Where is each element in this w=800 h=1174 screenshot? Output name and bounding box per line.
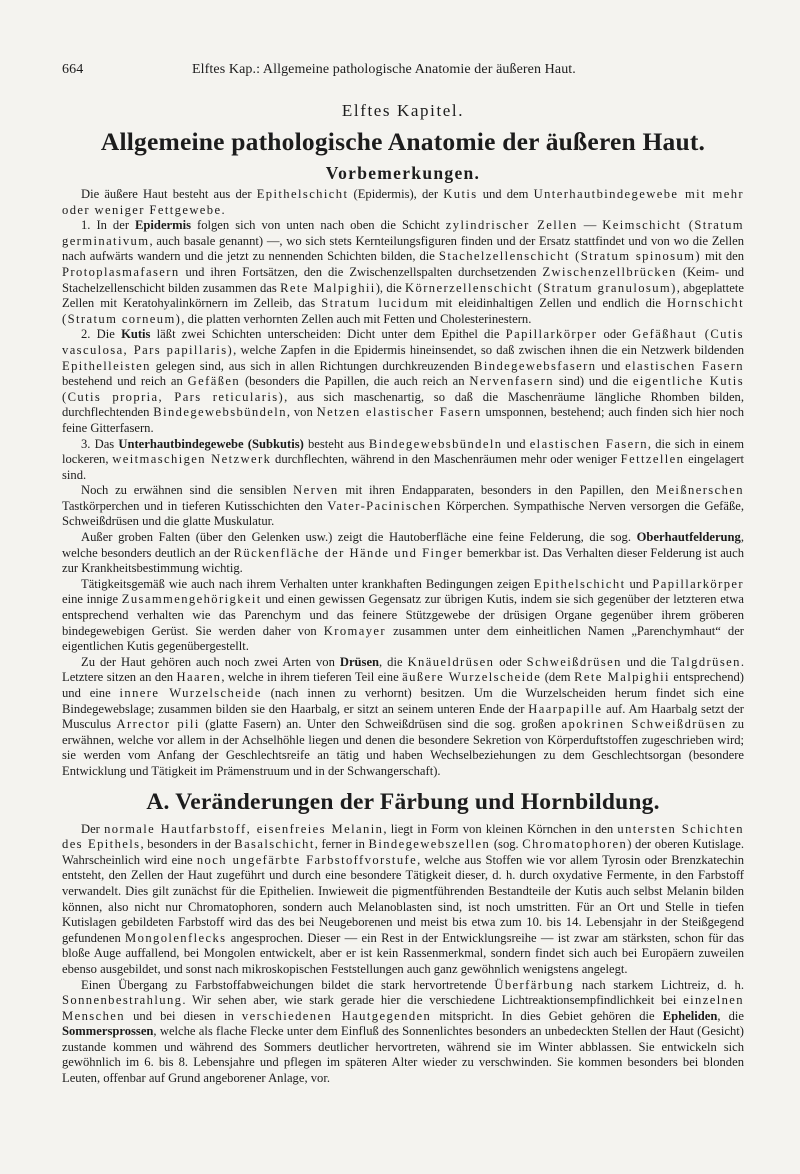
- text-run: . Letztere sitzen an den: [62, 654, 744, 685]
- text-run: sind) und die: [554, 374, 633, 389]
- text-run: entsprechend) und eine: [62, 670, 744, 700]
- bold-term: Epheliden: [662, 1008, 718, 1023]
- section-a-body: [62, 822, 744, 1087]
- text-run: zusammen unter dem einheitlichen Namen „Parenchymhaut“ der eigentlichen Kutis gegenübergestellt.: [62, 623, 744, 654]
- running-header: [62, 0, 744, 78]
- section-a-title: A. Veränderungen der Färbung und Hornbildung.: [146, 788, 660, 815]
- spaced-term: Rete Malpighii: [280, 280, 376, 295]
- text-run: —: [577, 218, 603, 233]
- text-run: mit den: [700, 249, 744, 264]
- spaced-term: Mongolenflecks: [125, 930, 227, 945]
- spaced-term: Haarpapille: [528, 701, 603, 716]
- paragraph: [62, 483, 744, 530]
- text-run: (dem: [541, 670, 575, 685]
- text-run: . Wir sehen aber, wie stark gerade hier die verschiedene Lichtreaktionsempfindlichkeit bei: [182, 993, 684, 1008]
- text-run: bestehend und reich an: [62, 374, 188, 389]
- spaced-term: noch ungefärbte Farbstoffvorstufe: [196, 852, 418, 867]
- text-run: zu erwähnen, welche vor allem in der Achselhöhle liegen und denen die besondere Sekretion von Körperduftstoffen zugeschrieben wird; sie werden vom Anfang der Geschlechtsreife an tätig und haben Wechselbeziehungen zu dem Geschlechtsorgan (besondere Entwicklung und Tätigkeit im Prämenstruum und in der Schwangerschaft).: [62, 717, 745, 778]
- spaced-term: Netzen elastischer Fasern: [316, 405, 482, 420]
- paragraph: [62, 822, 744, 978]
- text-run: , abgeplattete Zellen mit Keratohyalinkörnern im Zelleib, das: [62, 280, 744, 311]
- text-run: bemerkbar ist. Das Verhalten dieser Felderung ist auch zur Krankheitsbestimmung wichtig.: [62, 545, 744, 576]
- text-run: , welche als flache Flecke unter dem Einfluß des Sonnenlichtes besonders an unbedeckten Stellen der Haut (Gesicht) zustande kommen und während des Sommers deutlicher hervortreten, während sie im Winter abblassen. Sie entwickeln sich gewöhnlich im 6. bis 8. Lebensjahre und pflegen im späteren Alter wieder zu verschwinden. Sie kommen besonders bei blonden Leuten, offenbar auf Grund angeborener Anlage, vor.: [62, 1024, 744, 1086]
- text-run: , die platten verhornten Zellen auch mit Fetten und Cholesterinestern.: [181, 311, 532, 326]
- text-run: nach starkem Lichtreiz, d. h.: [574, 977, 744, 992]
- text-run: , welche aus Stoffen wie vor allem Tyrosin oder Brenzkatechin entsteht, den Zellen der Haut zugeführt und durch eine besondere Tätigkeit dieser, d. h. durch oxydative Fermente, in den Farbstoff verwandelt. Dies gilt zunächst für die Epithelien. Inwieweit die pigmentführenden Bestandteile der Kutis auch selbst Melanin bilden können, also nicht nur Chromatophoren, sondern auch Melanoblasten sind, ist noch umstritten. Für an Ort und Stelle in tiefen Kutislagen gebildeten Farbstoff wird das des bei Neugeborenen und meist bis etwa zum 10. bis 14. Lebensjahr in der Steißgegend gefundenen: [62, 852, 744, 945]
- text-run: mit eleidinhaltigen Zellen und endlich die: [429, 296, 668, 311]
- text-run: mitspricht. In dies Gebiet gehören die: [431, 1008, 663, 1023]
- spaced-term: Hornschicht (Stratum corneum): [62, 296, 745, 326]
- spaced-term: Gefäßen: [187, 374, 241, 389]
- text-run: angesprochen. Dieser — ein Rest in der Entwicklungsreihe — ist zwar am stärksten, schon für das bloße Auge auffallend, bei Mongolen entwickelt, aber er ist kein Rassenmerkmal, sondern findet sich auch bei Europäern zuweilen ebenso ausgebildet, und sonst nach mikroskopischen Feststellungen auch ganz gewöhnlich wenigstens angelegt.: [62, 930, 744, 976]
- paragraph: [62, 577, 744, 655]
- paragraph: [62, 437, 744, 484]
- spaced-term: normale Hautfarbstoff, eisenfreies Melanin: [104, 821, 384, 836]
- spaced-term: Papillarkörper: [505, 327, 598, 342]
- text-run: und ihren Fortsätzen, den die Zwischenzellspalten durchsetzenden: [179, 264, 543, 279]
- spaced-term: Bindegewebsfasern: [474, 358, 597, 373]
- text-run: und: [625, 576, 653, 591]
- text-run: , auch basale genannt) —, wo sich stets Kernteilungsfiguren finden und der Ersatz stattfindet und von wo die Zellen nach aufwärts wandern und die jetzt zu nennenden Schichten bilden, die: [62, 233, 744, 264]
- text-run: Noch zu erwähnen sind die sensiblen: [81, 483, 294, 498]
- spaced-term: einzelnen Menschen: [62, 993, 744, 1023]
- text-run: umsponnen, bestehend; auch finden sich hier noch feine Gitterfasern.: [62, 405, 744, 435]
- spaced-term: Überfärbung: [494, 977, 575, 992]
- text-run: , besonders in der: [140, 837, 235, 852]
- text-run: ) der oberen Kutislage. Wahrscheinlich wird eine: [62, 837, 745, 867]
- text-run: Körperchen. Sympathische Nerven versorgen die Gefäße, Schweißdrüsen und die glatte Muskulatur.: [62, 498, 744, 529]
- text-run: oder: [494, 654, 527, 669]
- bold-term: Drüsen: [339, 654, 380, 669]
- spaced-term: Meißnerschen: [655, 483, 744, 498]
- spaced-term: elastischen Fasern: [529, 436, 648, 451]
- text-run: (glatte Fasern) an. Unter den Schweißdrüsen sind die sog. großen: [199, 717, 562, 732]
- spaced-term: Arrector pili: [116, 717, 200, 732]
- running-title: Elftes Kap.: Allgemeine pathologische Anatomie der äußeren Haut.: [192, 62, 576, 77]
- text-run: gelegen sind, aus sich in allen Richtungen durchkreuzenden: [150, 358, 475, 373]
- bold-term: Epidermis: [135, 218, 192, 233]
- text-run: folgen sich von unten nach oben die Schicht: [191, 218, 446, 233]
- spaced-term: Körnerzellenschicht (Stratum granulosum): [405, 280, 677, 295]
- spaced-term: Papillarkörper: [652, 576, 744, 591]
- paragraph: [62, 655, 744, 780]
- spaced-term: Knäueldrüsen: [407, 654, 495, 669]
- spaced-term: verschiedenen Hautgegenden: [241, 1008, 432, 1023]
- text-run: und: [502, 436, 530, 451]
- text-run: besteht aus: [303, 436, 369, 451]
- spaced-term: Nerven: [293, 483, 339, 498]
- text-run: , die: [379, 654, 408, 669]
- text-run: eine innige: [62, 592, 122, 607]
- text-run: , welche besonders deutlich an der: [62, 530, 744, 560]
- spaced-term: apokrinen Schweißdrüsen: [561, 717, 727, 732]
- spaced-term: Haaren: [176, 670, 222, 685]
- spaced-term: Bindegewebsbündeln: [368, 436, 503, 451]
- spaced-term: zylindrischer Zellen: [445, 218, 578, 233]
- text-run: , die: [717, 1008, 745, 1023]
- spaced-term: Rückenfläche der Hände und Finger: [233, 545, 464, 560]
- text-run: , aus sich maschenartig, so daß die Maschenräume längliche Rhomben bilden, durchflechtenden: [62, 389, 744, 420]
- text-run: durchflechten, während in den Maschenräumen mehr oder weniger: [271, 452, 621, 467]
- bold-term: Oberhautfelderung: [636, 530, 741, 545]
- text-run: 2. Die: [81, 327, 122, 342]
- text-run: 3. Das: [81, 436, 119, 451]
- spaced-term: Epithelschicht: [256, 187, 349, 201]
- spaced-term: Vater-Pacinischen: [327, 498, 442, 513]
- text-run: (besonders die Papillen, die auch reich an: [240, 374, 470, 389]
- text-run: , liegt in Form von kleinen Körnchen in den: [383, 821, 618, 836]
- spaced-term: Bindegewebszellen: [368, 837, 491, 852]
- text-run: (sog.: [490, 837, 523, 852]
- spaced-term: elastischen Fasern: [625, 358, 744, 373]
- intro-body: [62, 187, 744, 780]
- spaced-term: Zwischenzellbrücken: [542, 264, 677, 279]
- spaced-term: Zusammengehörigkeit: [121, 592, 262, 607]
- paragraph: [62, 530, 744, 577]
- text-run: Tätigkeitsgemäß wie auch nach ihrem Verhalten unter krankhaften Bedingungen zeigen: [81, 576, 534, 591]
- bold-term: Unterhautbindegewebe (Subkutis): [118, 436, 304, 451]
- text-run: , von: [286, 405, 317, 420]
- chapter-label: Elftes Kapitel.: [341, 101, 465, 120]
- text-run: , ferner in: [314, 837, 369, 852]
- text-run: und dem: [477, 187, 534, 201]
- text-run: läßt zwei Schichten unterscheiden: Dicht unter dem Epithel die: [150, 327, 506, 342]
- spaced-term: Unterhautbindegewebe mit mehr oder weniger Fettgewebe: [62, 187, 744, 217]
- page-number: 664: [62, 62, 84, 77]
- section-title-preliminary-remarks: Vorbemerkungen.: [325, 163, 481, 183]
- chapter-title: Allgemeine pathologische Anatomie der äußeren Haut.: [100, 127, 706, 156]
- spaced-term: Talgdrüsen: [671, 654, 741, 669]
- spaced-term: äußere Wurzelscheide: [402, 670, 542, 685]
- spaced-term: Gefäßhaut (Cutis vasculosa, Pars papillaris): [62, 327, 744, 357]
- spaced-term: weitmaschigen Netzwerk: [112, 452, 272, 467]
- text-run: Zu der Haut gehören auch noch zwei Arten von: [81, 654, 340, 669]
- spaced-term: Epithelleisten: [62, 358, 151, 373]
- spaced-term: Protoplasmafasern: [62, 264, 180, 279]
- spaced-term: Stachelzellenschicht (Stratum spinosum): [438, 249, 701, 264]
- text-run: und bei diesen in: [124, 1008, 242, 1023]
- spaced-term: Nervenfasern: [469, 374, 555, 389]
- text-run: (nach innen zu verhornt) besitzen. Um die Wurzelscheiden herum findet sich eine Bindegewebslage; zusammen bilden sie den Haarbalg, er sitzt an seinem unteren Ende der: [62, 686, 744, 716]
- text-run: 1. In der: [81, 218, 136, 233]
- text-run: oder: [597, 327, 633, 342]
- text-run: Außer groben Falten (über den Gelenken usw.) zeigt die Hautoberfläche eine feine Felderung, die sog.: [81, 530, 637, 545]
- text-run: Einen Übergang zu Farbstoffabweichungen bildet die stark hervortretende: [81, 977, 495, 992]
- spaced-term: Epithelschicht: [533, 576, 626, 591]
- spaced-term: Fettzellen: [620, 452, 685, 467]
- text-run: mit ihren Endapparaten, besonders in den Papillen, den: [338, 483, 656, 498]
- text-run: und einen gewissen Gegensatz zur übrigen Kutis, indem sie sich gegenüber der letzteren etwa entsprechend verhalten wie das Parenchym und das feinere Stützgewebe der drüsigen Organe gegenüber ihrem gröberen bindegewebigen Gerüst. Sie werden daher von: [62, 592, 744, 638]
- paragraph: [62, 218, 744, 327]
- paragraph: [62, 978, 744, 1087]
- text-run: und die: [621, 654, 672, 669]
- spaced-term: Basalschicht: [234, 837, 315, 852]
- text-run: , die sich in einem lockeren,: [62, 436, 745, 467]
- spaced-term: Bindegewebsbündeln: [153, 405, 287, 420]
- spaced-term: Schweißdrüsen: [526, 654, 622, 669]
- text-run: eingelagert sind.: [62, 452, 745, 482]
- spaced-term: Rete Malpighii: [574, 670, 670, 685]
- spaced-term: untersten Schichten des Epithels: [62, 821, 745, 852]
- text-run: ), die: [375, 280, 405, 295]
- bold-term: Sommersprossen: [62, 1024, 154, 1039]
- spaced-term: Chromatophoren: [522, 837, 628, 852]
- spaced-term: Keimschicht (Stratum germinativum: [62, 218, 745, 248]
- text-run: (Epidermis), der: [348, 187, 444, 201]
- bold-term: Kutis: [121, 327, 151, 342]
- text-run: Die äußere Haut besteht aus der: [81, 187, 257, 201]
- text-run: , welche in ihrem tieferen Teil eine: [221, 670, 403, 685]
- text-run: und: [596, 358, 626, 373]
- spaced-term: innere Wurzelscheide: [119, 686, 262, 700]
- spaced-term: Sonnenbestrahlung: [62, 993, 183, 1008]
- text-run: Tastkörperchen und in tieferen Kutisschichten den: [62, 498, 328, 513]
- spaced-term: Stratum lucidum: [321, 296, 430, 311]
- text-run: (Keim- und Stachelzellenschicht bilden zusammen das: [62, 264, 745, 295]
- spaced-term: eigentliche Kutis (Cutis propria, Pars reticularis): [62, 374, 744, 404]
- text-run: .: [221, 202, 225, 217]
- spaced-term: Kutis: [443, 187, 478, 201]
- text-run: , welche Zapfen in die Epidermis hineinsendet, so daß zwischen ihnen die ein Netzwerk bildenden: [233, 342, 744, 357]
- text-run: auf. Am Haarbalg setzt der Musculus: [62, 701, 744, 732]
- spaced-term: Kromayer: [323, 623, 387, 638]
- paragraph: [62, 327, 744, 436]
- text-run: Der: [81, 821, 105, 836]
- paragraph: [62, 187, 744, 218]
